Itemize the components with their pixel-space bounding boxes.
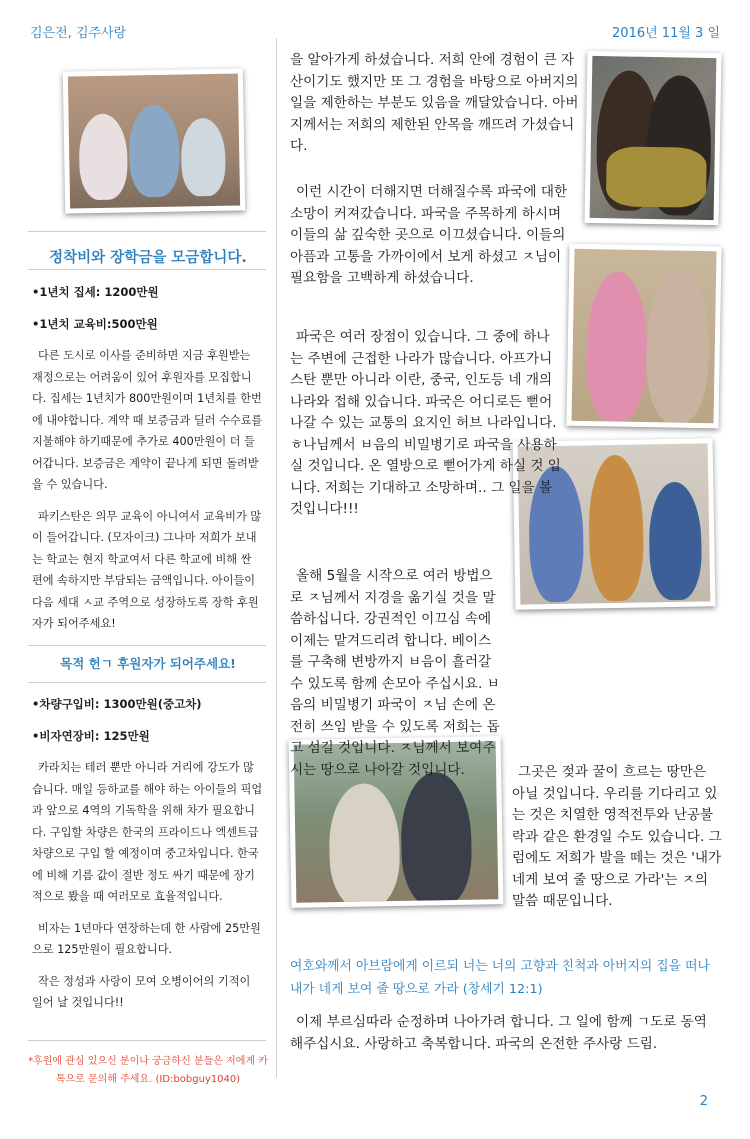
header-left: 김은전, 김주사랑 xyxy=(30,26,127,41)
right-paragraph-1: 을 알아가게 하셨습니다. 저희 안에 경험이 큰 자산이기도 했지만 또 그 경험을 바탕으로 아버지의 일을 제한하는 부분도 있음을 깨달았습니다. 아버지께서는 저희의 제한된 안목을 깨뜨려 가셨습니다. xyxy=(290,52,579,154)
section-title-settlement: 정착비와 장학금을 모금합니다. xyxy=(49,250,247,266)
contact-note: *후원에 관심 있으신 분이나 궁금하신 분들은 저에게 카톡으로 문의해 주세요. (ID:bobguy1040) xyxy=(28,1056,268,1085)
paragraph-visa: 비자는 1년마다 연장하는데 한 사람에 25만원으로 125만원이 필요합니다. xyxy=(32,921,261,956)
section-title-support: 목적 헌ㄱ 후원자가 되어주세요! xyxy=(60,656,236,671)
header-date: 2016년 11월 3 일 xyxy=(612,26,720,41)
item-car: •차량구입비: 1300만원(중고차) xyxy=(32,697,202,711)
paragraph-education: 파키스탄은 의무 교육이 아니여서 교육비가 많이 들어갑니다. (모자이크) 그나마 저희가 보내는 학교는 현지 학교여서 다른 학교에 비해 싼 편에 속하지만 부담되는 금액입니다. 아이들이 다음 세대 ㅅ교 주역으로 성장하도록 장학 후원자가 되어주세요! xyxy=(32,509,262,630)
photo-two-women xyxy=(585,51,722,225)
divider-line xyxy=(28,645,266,646)
paragraph-rent: 다른 도시로 이사를 준비하면 지금 후원받는 재정으로는 어려움이 있어 후원자를 모집합니다. 집세는 1년치가 800만원이며 1년치를 한번에 내야합니다. 계약 때 보증금과 딜러 수수료를 지불해야 하기때문에 추가로 400만원이 더 들어갑니다. 보증금은 계약이 끝나게 되면 돌려받을 수 있습니다. xyxy=(32,349,263,491)
right-paragraph-2: 이런 시간이 더해지면 더해질수록 파국에 대한 소망이 커져갔습니다. 파국을 주목하게 하시며 이들의 삶 깊숙한 곳으로 이끄셨습니다. 이들의 아픔과 고통을 가까이에서 보게 하셨고 ㅈ님이 필요함을 고백하게 하셨습니다. xyxy=(290,184,568,286)
divider-line xyxy=(28,682,266,683)
divider-line xyxy=(28,1040,266,1041)
item-visa: •비자연장비: 125만원 xyxy=(32,728,150,743)
right-paragraph-4: 올해 5월을 시작으로 여러 방법으로 ㅈ님께서 지경을 옮기실 것을 말씀하십니다. 강권적인 이끄심 속에 이제는 맡겨드리려 합니다. 베이스를 구축해 변방까지 ㅂ음이 흘러갈 수 있도록 함께 손모아 주십시요. ㅂ음의 비밀병기 파국이 ㅈ님 손에 온전히 쓰임 받을 수 있도록 저희는 돕고 섬길 것입니다. ㅈ님께서 보여주시는 땅으로 나아갈 것입니다. xyxy=(290,568,500,778)
paragraph-miracle: 작은 정성과 사랑이 모여 오병이어의 기적이 일어 날 것입니다!! xyxy=(32,974,251,1009)
right-paragraph-3: 파국은 여러 장점이 있습니다. 그 중에 하나는 주변에 근접한 나라가 많습니다. 아프가니스탄 뿐만 아니라 이란, 중국, 인도등 네 개의 나라와 접해 있습니다. 파국은 어디로든 뻗어나갈 수 있는 교통의 요지인 허브 나라입니다. ㅎ나님께서 ㅂ음의 비밀병기로 파국을 사용하실 것입니다. 온 열방으로 뻗어가게 하실 것 입니다. 저희는 기대하고 소망하며.. 그 일을 볼 것입니다!!! xyxy=(290,329,561,517)
item-education: •1년치 교육비:500만원 xyxy=(32,316,158,331)
page-number: 2 xyxy=(699,1094,708,1109)
photo-three-boys xyxy=(63,68,245,213)
right-paragraph-closing: 이제 부르심따라 순정하며 나아가려 합니다. 그 일에 함께 ㄱ도로 동역해주십시요. 사랑하고 축복합니다. 파국의 온전한 주사랑 드림. xyxy=(290,1014,707,1052)
column-divider xyxy=(276,38,277,1078)
right-paragraph-5: 그곳은 젖과 꿀이 흐르는 땅만은 아닐 것입니다. 우리를 기다리고 있는 것은 치열한 영적전투와 난공불락과 같은 환경일 수도 있습니다. 그럼에도 저희가 발을 떼는 것은 '내가 네게 보여 줄 땅으로 가라'는 ㅈ의 말씀 때문입니다. xyxy=(512,764,722,909)
left-column-text-2 xyxy=(32,694,264,1014)
divider-line xyxy=(28,269,266,270)
paragraph-car: 카라치는 테러 뿐만 아니라 거리에 강도가 많습니다. 매일 등하교를 해야 하는 아이들의 픽업과 앞으로 4역의 기독학을 위해 차가 필요합니다. 구입할 차량은 한국의 프라이드나 엑센트급 차량으로 구입 할 예정이며 중고차입니다. 한국에 비해 기름 값이 절반 정도 싸기 때문에 장기적으로 봤을 때 여러모로 효율적입니다. xyxy=(32,761,263,903)
photo-two-boys xyxy=(566,244,721,429)
item-rent: •1년치 집세: 1200만원 xyxy=(32,285,159,299)
left-column-text-1 xyxy=(32,282,264,635)
bible-verse: 여호와께서 아브람에게 이르되 너는 너의 고향과 친척과 아버지의 집을 떠나 내가 네게 보여 줄 땅으로 가라 (창세기 12:1) xyxy=(290,959,710,997)
divider-line xyxy=(28,231,266,232)
